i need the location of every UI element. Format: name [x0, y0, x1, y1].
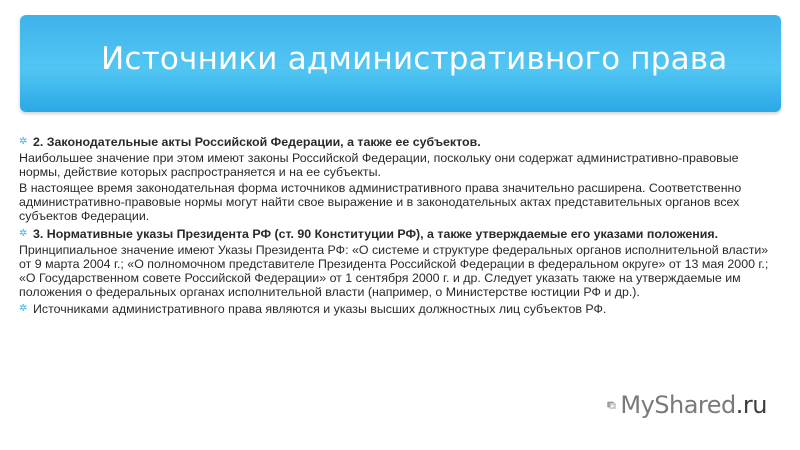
myshared-watermark [607, 389, 767, 421]
title-banner [20, 15, 781, 112]
bullet-4-text: Источниками административного права являются и указы высших должностных лиц субъектов РФ. [33, 302, 607, 317]
slide-content [19, 135, 781, 318]
paragraph: В настоящее время законодательная форма источников административного права значительно расширена. Соответственно административно-правовые нормы могут найти свое выражение и в законодательных актах представительных органов всех субъектов Федерации. [19, 181, 742, 224]
heading-3-text: 3. Нормативные указы Президента РФ (ст. 90 Конституции РФ), а также утверждаемые его указами положения. [33, 226, 719, 241]
paragraph: Принципиальное значение имеют Указы Президента РФ: «О системе и структуре федеральных органов исполнительной власти» от 9 марта 2004 г.; «О полномочном представителе Президента Российской Федерации в федеральном округе» от 13 мая 2000 г.; «О Государственном совете Российской Федерации» от 1 сентября 2000 г. и др. Следует указать также на утверждаемые им положения о федеральных органах исполнительной власти (например, о Министерстве юстиции РФ и др.). [19, 242, 769, 299]
bullet-star-icon: ✲ [19, 227, 28, 239]
bullet-item-4 [19, 302, 781, 316]
bullet-star-icon: ✲ [19, 303, 28, 315]
slide-title: Источники административного права [101, 41, 728, 77]
bullet-heading-3 [19, 227, 781, 241]
myshared-logo-icon [607, 390, 616, 420]
bullet-heading-2 [19, 135, 781, 149]
paragraph: Наибольшее значение при этом имеют законы Российской Федерации, поскольку они содержат административно-правовые нормы, действие которых распространяется и на ее субъекты. [19, 151, 739, 180]
watermark-text: MyShared.ru [620, 391, 767, 419]
heading-2-text: 2. Законодательные акты Российской Федерации, а также ее субъектов. [33, 135, 481, 149]
bullet-star-icon: ✲ [19, 136, 28, 147]
